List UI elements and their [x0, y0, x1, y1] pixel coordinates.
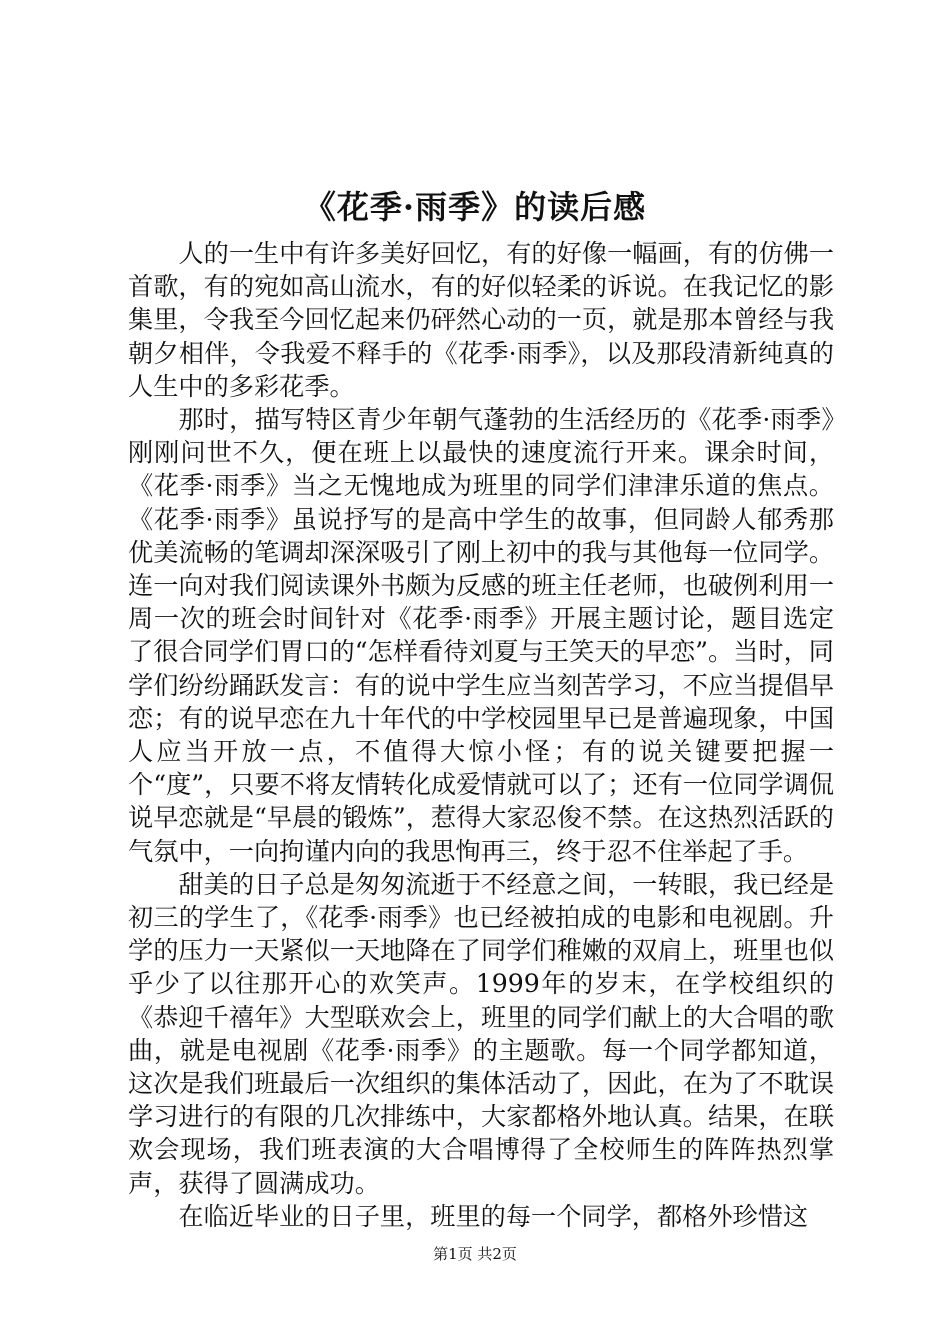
paragraph-1: 人的一生中有许多美好回忆，有的好像一幅画，有的仿佛一首歌，有的宛如高山流水，有的好似轻柔的诉说。在我记忆的影集里，令我至今回忆起来仍砰然心动的一页，就是那本曾经与我朝夕相伴，令我爱不释手的《花季·雨季》，以及那段清新纯真的人生中的多彩花季。	[128, 239, 834, 401]
paragraph-3: 甜美的日子总是匆匆流逝于不经意之间，一转眼，我已经是初三的学生了，《花季·雨季》也已经被拍成的电影和电视剧。升学的压力一天紧似一天地降在了同学们稚嫩的双肩上，班里也似乎少了以往那开心的欢笑声。1999年的岁末，在学校组织的《恭迎千禧年》大型联欢会上，班里的同学们献上的大合唱的歌曲，就是电视剧《花季·雨季》的主题歌。每一个同学都知道，这次是我们班最后一次组织的集体活动了，因此，在为了不耽误学习进行的有限的几次排练中，大家都格外地认真。结果，在联欢会现场，我们班表演的大合唱博得了全校师生的阵阵热烈掌声，获得了圆满成功。	[128, 869, 834, 1198]
paragraph-2: 那时，描写特区青少年朝气蓬勃的生活经历的《花季·雨季》刚刚问世不久，便在班上以最快的速度流行开来。课余时间，《花季·雨季》当之无愧地成为班里的同学们津津乐道的焦点。《花季·雨季》虽说抒写的是高中学生的故事，但同龄人郁秀那优美流畅的笔调却深深吸引了刚上初中的我与其他每一位同学。连一向对我们阅读课外书颇为反感的班主任老师，也破例利用一周一次的班会时间针对《花季·雨季》开展主题讨论，题目选定了很合同学们胃口的“怎样看待刘夏与王笑天的早恋”。当时，同学们纷纷踊跃发言：有的说中学生应当刻苦学习，不应当提倡早恋；有的说早恋在九十年代的中学校园里早已是普遍现象，中国人应当开放一点，不值得大惊小怪；有的说关键要把握一个“度”，只要不将友情转化成爱情就可以了；还有一位同学调侃说早恋就是“早晨的锻炼”，惹得大家忍俊不禁。在这热烈活跃的气氛中，一向拘谨内向的我思恂再三，终于忍不住举起了手。	[128, 405, 834, 866]
page-title: 《花季·雨季》的读后感	[303, 188, 647, 226]
page-number-footer: 第1页 共2页	[433, 1245, 517, 1263]
document-body	[128, 237, 834, 1233]
paragraph-4: 在临近毕业的日子里，班里的每一个同学，都格外珍惜这	[178, 1201, 809, 1231]
